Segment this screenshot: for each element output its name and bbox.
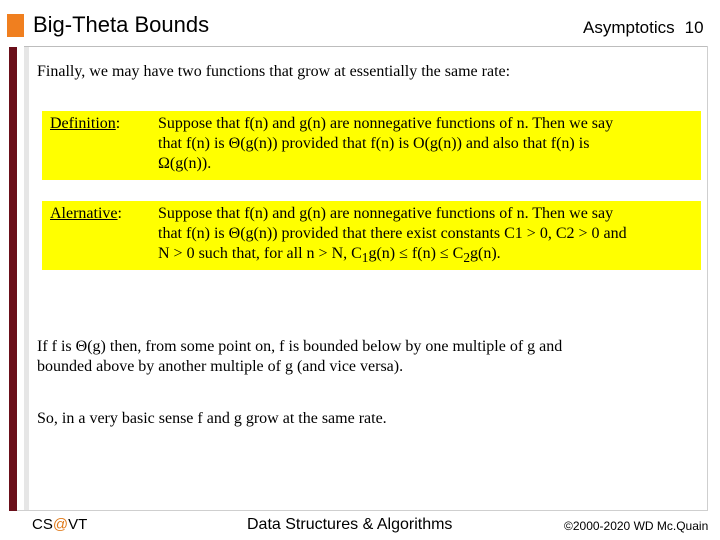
slide-title: Big-Theta Bounds xyxy=(33,12,210,37)
definition-label: Definition: xyxy=(50,115,121,132)
alternative-label: Alernative: xyxy=(50,205,122,222)
explanation-paragraph: If f is Θ(g) then, from some point on, f is bounded below by one multiple of g and bounded above by another multiple of g (and vice versa). xyxy=(37,338,563,375)
alternative-box xyxy=(42,201,701,270)
left-accent-bar xyxy=(9,47,17,511)
topic-label: Asymptotics xyxy=(583,18,675,37)
intro-text: Finally, we may have two functions that grow at essentially the same rate: xyxy=(37,63,511,80)
definition-box xyxy=(42,111,701,180)
summary-paragraph: So, in a very basic sense f and g grow at the same rate. xyxy=(37,410,387,427)
corner-accent-square xyxy=(7,14,24,37)
footer-course-title: Data Structures & Algorithms xyxy=(247,516,453,533)
top-divider xyxy=(24,46,708,47)
content-shadow xyxy=(24,47,29,510)
bottom-divider xyxy=(9,510,708,511)
definition-text: Suppose that f(n) and g(n) are nonnegative functions of n. Then we say that f(n) is Θ(g(n)) provided that f(n) is O(g(n)) and also that f(n) is Ω(g(n)). xyxy=(158,115,614,172)
right-border xyxy=(707,46,708,511)
footer-course: CS@VT xyxy=(32,516,88,533)
alternative-text: Suppose that f(n) and g(n) are nonnegative functions of n. Then we say that f(n) is Θ(g(n)) provided that there exist constants C1 > 0, C2 > 0 and N > 0 such that, for all n > N, $C_1g(n) \le f(n) \le C_2g(n)$. xyxy=(158,205,627,266)
footer-copyright: ©2000-2020 WD Mc.Quain xyxy=(564,519,709,533)
slide-topic xyxy=(583,18,704,38)
page-number: 10 xyxy=(684,18,704,37)
